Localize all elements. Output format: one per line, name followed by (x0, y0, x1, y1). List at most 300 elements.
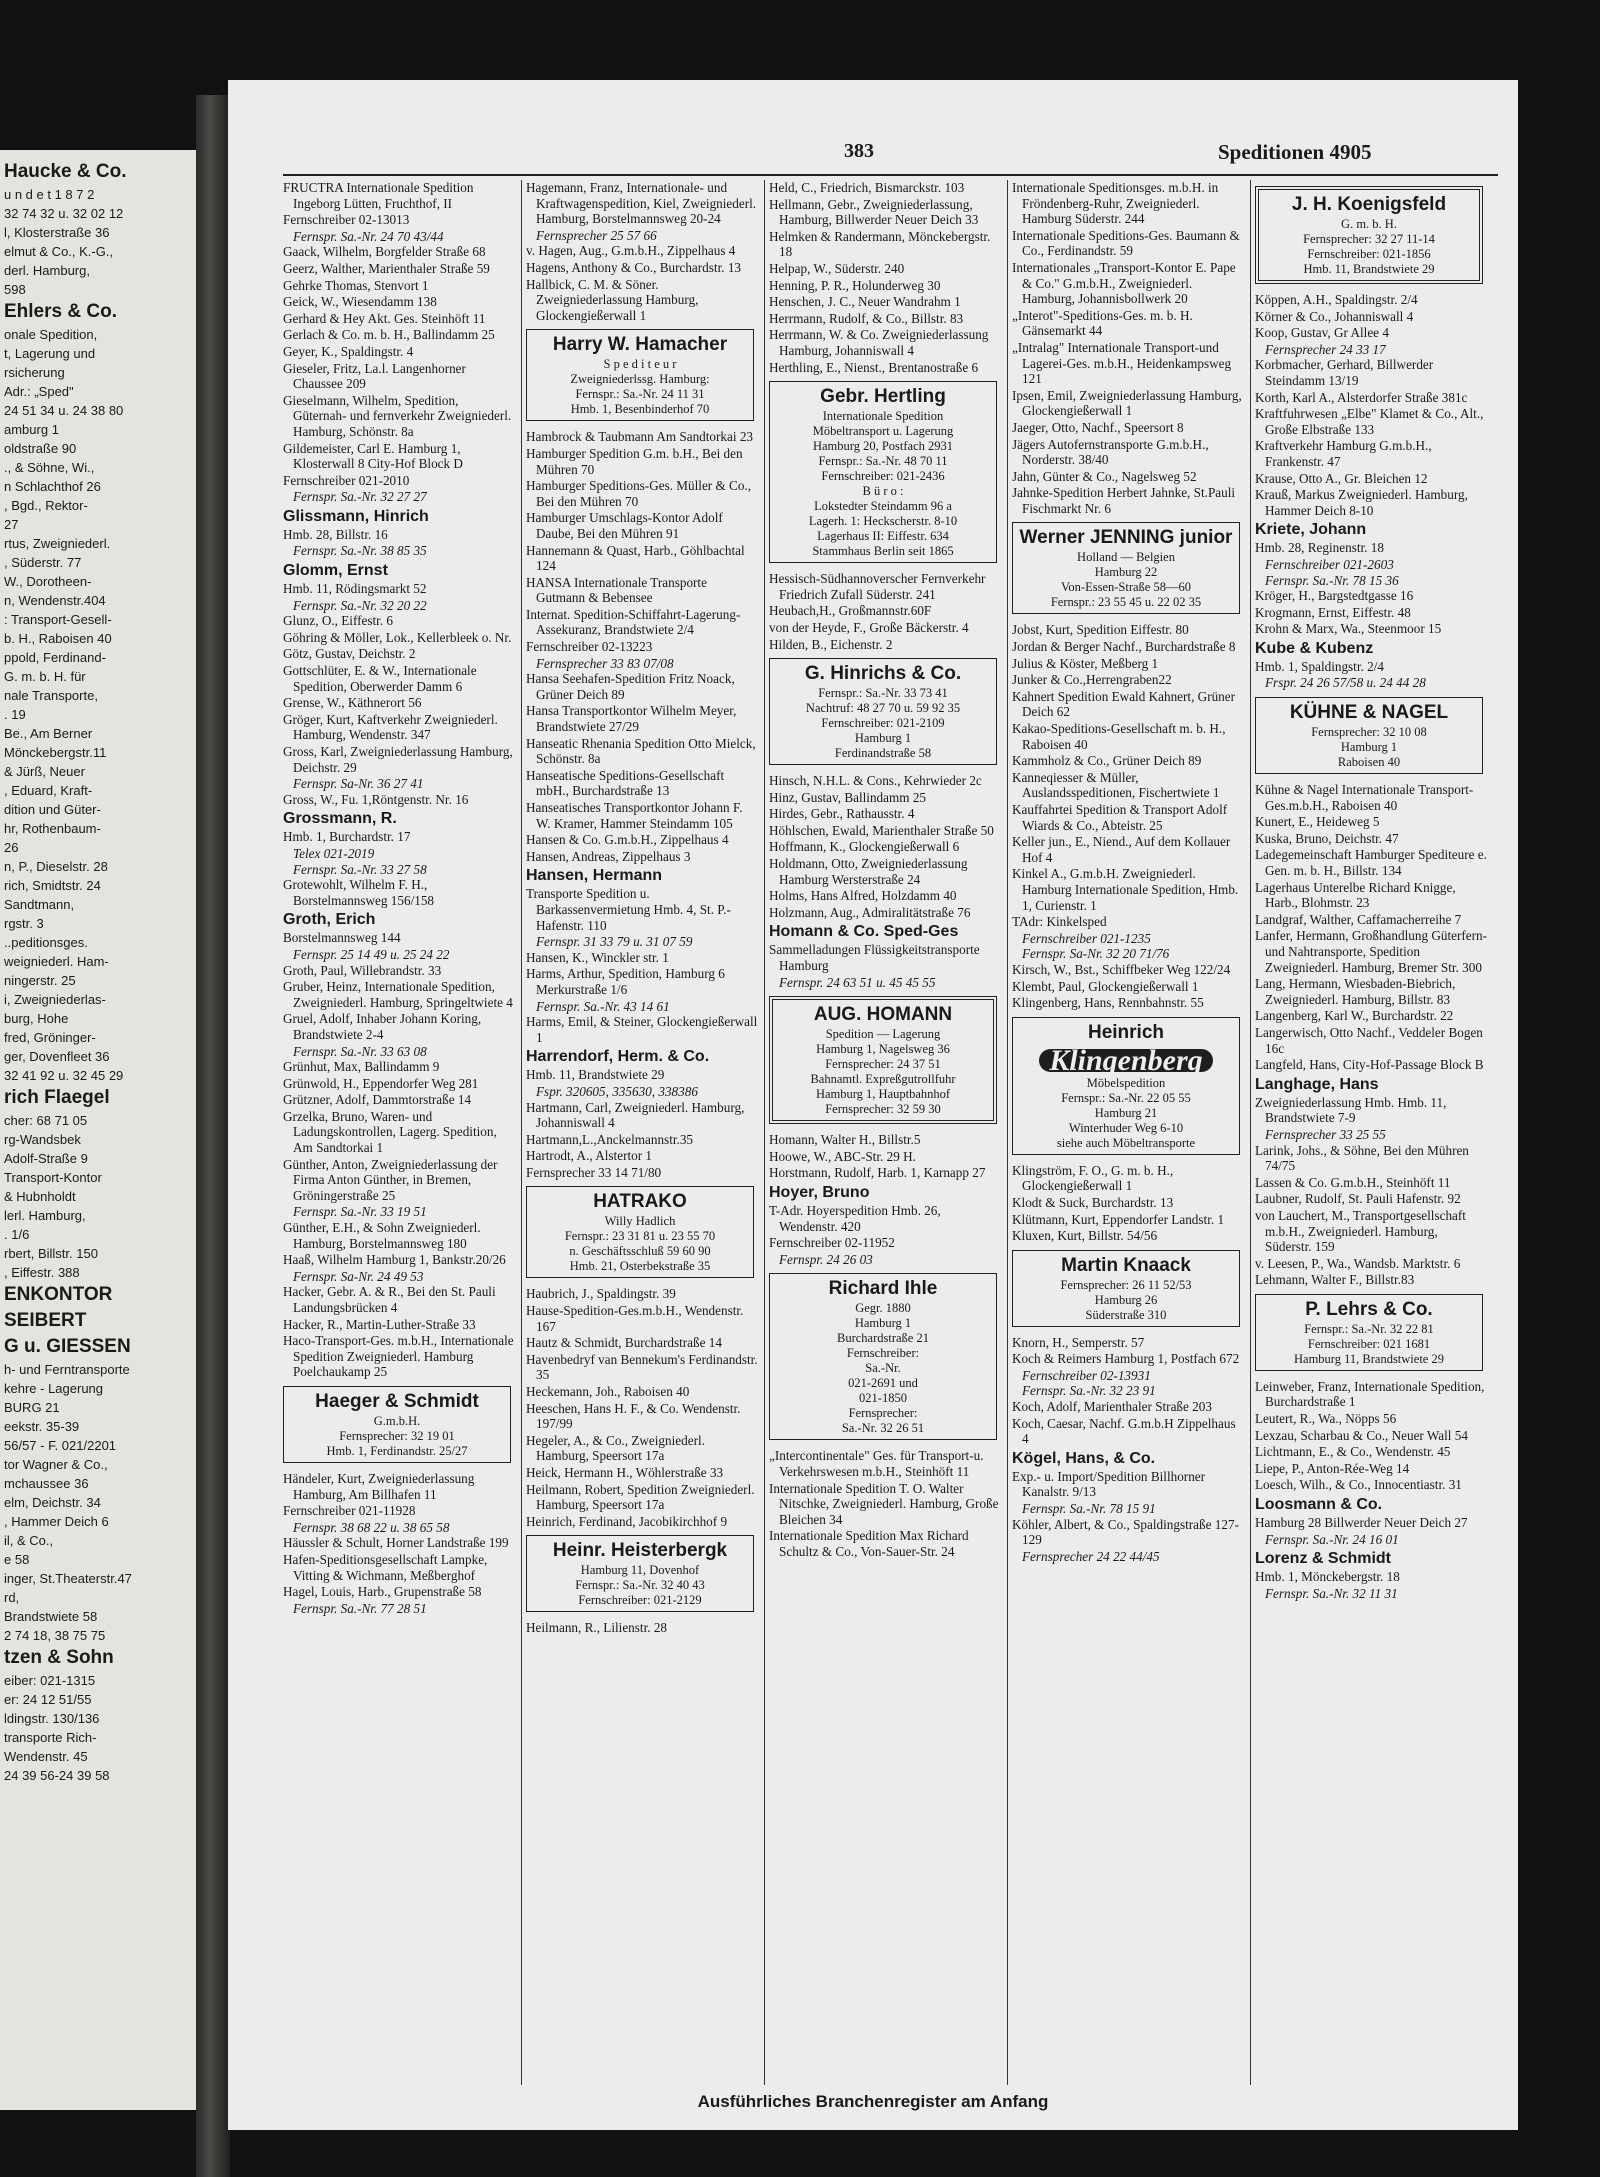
company-entry: Gaack, Wilhelm, Borgfelder Straße 68 (283, 244, 486, 260)
column-divider (764, 180, 765, 2085)
company-entry: „Interot"-Speditions-Ges. m. b. H. Gänsemarkt 44 (1012, 307, 1193, 339)
left-page-text: rg-Wandsbek (4, 1132, 81, 1147)
advert-line: Hamburg 1 (854, 731, 912, 746)
company-entry: Internationale Speditionsges. m.b.H. in Fröndenberg-Ruhr, Zweigniederl. Hamburg Süderstr. 244 (1012, 180, 1219, 227)
left-page-text: 32 41 92 u. 32 45 29 (4, 1068, 124, 1083)
company-entry: Sammelladungen Flüssigkeitstransporte Hamburg (769, 942, 980, 974)
company-entry: Haaß, Wilhelm Hamburg 1, Bankstr.20/26 (283, 1252, 506, 1268)
company-entry: Krogmann, Ernst, Eiffestr. 48 (1255, 604, 1411, 620)
column-divider (1250, 180, 1251, 2085)
company-heading: Lorenz & Schmidt (1255, 1550, 1392, 1568)
left-page-text: n, Wendenstr.404 (4, 593, 106, 608)
advert-box-haeger (283, 1386, 511, 1463)
advert-line: Fernspr.: Sa.-Nr. 22 05 55 (1061, 1090, 1191, 1105)
left-page-text: 24 51 34 u. 24 38 80 (4, 403, 124, 418)
company-entry: Hinz, Gustav, Ballindamm 25 (769, 789, 927, 805)
left-page-text: ., & Söhne, Wi., (4, 460, 95, 475)
phone-line: Fernspr. Sa.-Nr. 77 28 51 (293, 1600, 427, 1616)
company-entry: Hacker, R., Martin-Luther-Straße 33 (283, 1316, 476, 1332)
company-entry: Hagel, Louis, Harb., Grupenstraße 58 (283, 1584, 482, 1600)
advert-title: HATRAKO (593, 1191, 687, 1213)
column-divider (1007, 180, 1008, 2085)
company-heading: Langhage, Hans (1255, 1075, 1379, 1093)
company-entry: Borstelmannsweg 144 (283, 930, 401, 946)
company-entry: Hansen, Andreas, Zippelhaus 3 (526, 848, 691, 864)
left-page-text: Brandstwiete 58 (4, 1609, 98, 1624)
advert-line: Von-Essen-Straße 58—60 (1061, 580, 1191, 595)
advert-line: Fernspr.: Sa.-Nr. 33 73 41 (818, 686, 948, 701)
company-entry: Glunz, O., Eiffestr. 6 (283, 613, 394, 629)
listing-column-3 (769, 180, 1001, 2085)
advert-line: Lagerh. 1: Heckscherstr. 8-10 (808, 514, 958, 529)
left-page-text: . 1/6 (4, 1227, 30, 1242)
company-entry: Heilmann, Robert, Spedition Zweigniederl. Hamburg, Speersort 17a (526, 1481, 755, 1513)
advert-line: Ferdinandstraße 58 (834, 746, 932, 761)
left-page-text: 27 (4, 517, 19, 532)
page-number: 383 (844, 140, 874, 162)
advert-title: KÜHNE & NAGEL (1289, 702, 1449, 724)
left-page-text: 26 (4, 840, 19, 855)
advert-line: Fernsprecher: 32 19 01 (339, 1428, 455, 1443)
left-page-text: , Eiffestr. 388 (4, 1265, 80, 1280)
advert-line: 021-2691 und (848, 1376, 918, 1391)
company-entry: Lanfer, Hermann, Großhandlung Güterfern- und Nahtransporte, Spedition Zweigniederl. Hamburg, Bremer Str. 300 (1255, 928, 1487, 975)
phone-line: Fernspr. Sa.-Nr. 32 11 31 (1265, 1585, 1398, 1601)
advert-box-hertling (769, 381, 997, 563)
phone-line: Telex 021-2019 (293, 845, 375, 861)
company-entry: Koch, Adolf, Marienthaler Straße 203 (1012, 1399, 1212, 1415)
left-page-text: hr, Rothenbaum- (4, 821, 101, 836)
company-entry: Klembt, Paul, Glockengießerwall 1 (1012, 978, 1199, 994)
company-entry: Ladegemeinschaft Hamburger Spediteure e. Gen. m. b. H., Billstr. 134 (1255, 847, 1487, 879)
advert-box-klingenberg (1012, 1017, 1240, 1155)
advert-line: Sa.-Nr. (865, 1361, 901, 1376)
left-page-text: BURG 21 (4, 1400, 60, 1415)
company-entry: Hoffmann, K., Glockengießerwall 6 (769, 839, 960, 855)
advert-title: P. Lehrs & Co. (1305, 1298, 1433, 1320)
company-entry: Larink, Johs., & Söhne, Bei den Mühren 74/75 (1255, 1142, 1469, 1174)
left-page-text: rsicherung (4, 365, 65, 380)
advert-line: Fernschreiber: 021-2109 (821, 716, 945, 731)
company-entry: Hansen, K., Winckler str. 1 (526, 949, 669, 965)
page-title: Speditionen 4905 (1218, 140, 1372, 164)
advert-line: Fernspr.: Sa.-Nr. 32 40 43 (575, 1578, 705, 1593)
left-page-text: n, P., Dieselstr. 28 (4, 859, 108, 874)
advert-box-koenigsfeld (1255, 186, 1483, 284)
company-entry: Krauß, Markus Zweigniederl. Hamburg, Hammer Deich 8-10 (1255, 487, 1468, 518)
left-page-fragment (0, 150, 196, 2110)
left-page-text: rich Flaegel (4, 1087, 110, 1108)
company-entry: Grzelka, Bruno, Waren- und Ladungskontrollen, Lagerg. Spedition, Am Sandtorkai 1 (283, 1108, 497, 1156)
advert-line: Fernsprecher: 32 59 30 (825, 1102, 941, 1117)
left-page-text: Be., Am Berner (4, 726, 93, 741)
company-entry: Lichtmann, E., & Co., Wendenstr. 45 (1255, 1444, 1451, 1460)
advert-line: Fernsprecher: 32 27 11-14 (1303, 232, 1435, 246)
phone-line: Fernsprecher 33 25 55 (1265, 1126, 1386, 1142)
company-entry: Heilmann, R., Lilienstr. 28 (526, 1620, 668, 1636)
company-heading: Kube & Kubenz (1255, 639, 1374, 657)
company-entry: Gieseler, Fritz, La.l. Langenhorner Chaussee 209 (283, 360, 466, 392)
advert-line: Hamburg 26 (1094, 1292, 1158, 1307)
company-entry: Holdmann, Otto, Zweigniederlassung Hamburg Wersterstraße 24 (769, 856, 968, 887)
company-entry: Lexzau, Scharbau & Co., Neuer Wall 54 (1255, 1427, 1468, 1443)
left-page-text: rtus, Zweigniederl. (4, 536, 111, 551)
advert-title: Gebr. Hertling (820, 386, 946, 408)
left-page-text: dition und Güter- (4, 802, 101, 817)
left-page-text: b. H., Raboisen 40 (4, 631, 112, 646)
advert-line: Fernschreiber: 021-1856 (1307, 247, 1431, 261)
company-entry: Internationale Spedition T. O. Walter Nitschke, Zweigniederl. Hamburg, Große Bleichen 34 (769, 1480, 999, 1527)
company-entry: Köppen, A.H., Spaldingstr. 2/4 (1255, 292, 1418, 307)
left-page-text: rbert, Billstr. 150 (4, 1246, 98, 1261)
left-page-text: lerl. Hamburg, (4, 1208, 86, 1223)
left-page-text: ppold, Ferdinand- (4, 650, 106, 665)
company-entry: Kuska, Bruno, Deichstr. 47 (1255, 830, 1399, 846)
phone-line: Fernspr. Sa.-Nr. 32 27 27 (293, 489, 427, 505)
left-page-text: G. m. b. H. für (4, 669, 86, 684)
company-entry: Groth, Paul, Willebrandstr. 33 (283, 962, 442, 978)
company-entry: Hoowe, W., ABC-Str. 29 H. (769, 1148, 916, 1164)
company-entry: Hilden, B., Eichenstr. 2 (769, 636, 893, 652)
left-page-text: ENKONTOR (4, 1284, 113, 1305)
left-page-text: 56/57 - F. 021/2201 (4, 1438, 117, 1453)
company-entry: Hamburger Umschlags-Kontor Adolf Daube, Bei den Mühren 91 (526, 510, 723, 541)
advert-title: AUG. HOMANN (813, 1004, 953, 1026)
advert-line: Holland — Belgien (1077, 550, 1175, 565)
left-page-text: tzen & Sohn (4, 1647, 114, 1668)
left-page-text: . 19 (4, 707, 26, 722)
listing-column-2 (526, 180, 758, 2085)
company-entry: von der Heyde, F., Große Bäckerstr. 4 (769, 619, 969, 635)
advert-line: 021-1850 (859, 1391, 907, 1406)
advert-line: Süderstraße 310 (1085, 1307, 1167, 1322)
company-entry: Hamburger Speditions-Ges. Müller & Co., Bei den Mühren 70 (526, 478, 752, 509)
left-page-text: Haucke & Co. (4, 161, 127, 182)
left-page-text: onale Spedition, (4, 327, 98, 342)
left-page-text: inger, St.Theaterstr.47 (4, 1571, 132, 1586)
company-entry: Fernschreiber 02-13223 (526, 639, 653, 655)
advert-line: Hamburg 22 (1094, 565, 1158, 580)
left-page-text: Mönckebergstr.11 (4, 745, 107, 760)
company-entry: Grense, W., Käthnerort 56 (283, 695, 422, 711)
company-entry: Internationale Speditions-Ges. Baumann & Co., Ferdinandstr. 59 (1012, 227, 1240, 259)
advert-line: Hamburg 21 (1094, 1105, 1158, 1120)
phone-line: Fernspr. 31 33 79 u. 31 07 59 (536, 934, 693, 950)
advert-title: Harry W. Hamacher (552, 334, 728, 356)
company-entry: Kühne & Nagel Internationale Transport-Ges.m.b.H., Raboisen 40 (1255, 782, 1474, 813)
advert-line: Willy Hadlich (604, 1214, 676, 1229)
company-entry: Herrmann, Rudolf, & Co., Billstr. 83 (769, 310, 964, 326)
company-entry: Fernschreiber 021-11928 (283, 1503, 416, 1519)
left-page-text: rd, (4, 1590, 20, 1605)
phone-line: Fernspr. 24 26 03 (779, 1251, 873, 1267)
left-page-text: mchaussee 36 (4, 1476, 89, 1491)
phone-line: Frspr. 24 26 57/58 u. 24 44 28 (1265, 675, 1426, 691)
advert-line: Fernschreiber: (846, 1346, 920, 1361)
directory-page (228, 80, 1518, 2130)
left-page-text: n Schlachthof 26 (4, 479, 101, 494)
advert-line: Möbelspedition (1086, 1075, 1166, 1090)
company-entry: Hartrodt, A., Alstertor 1 (526, 1148, 652, 1164)
phone-line: Fernspr. Sa.-Nr. 32 20 22 (293, 597, 427, 613)
advert-line: Fernspr.: 23 55 45 u. 22 02 35 (1050, 595, 1202, 610)
company-entry: Leinweber, Franz, Internationale Spedition, Burchardstraße 1 (1255, 1378, 1485, 1410)
phone-line: Fernspr. Sa.-Nr. 78 15 36 (1265, 572, 1399, 588)
advert-line: Lagerhaus II: Eiffestr. 634 (817, 529, 949, 544)
company-entry: Hafen-Speditionsgesellschaft Lampke, Vitting & Wichmann, Meßberghof (283, 1551, 488, 1583)
company-entry: Klingström, F. O., G. m. b. H., Glockengießerwall 1 (1012, 1162, 1174, 1194)
company-entry: Ipsen, Emil, Zweigniederlassung Hamburg, Glockengießerwall 1 (1012, 387, 1242, 419)
company-entry: Hambrock & Taubmann Am Sandtorkai 23 (526, 429, 754, 445)
company-entry: Günther, Anton, Zweigniederlassung der Firma Anton Günther, in Bremen, Gröningerstraße 25 (283, 1156, 498, 1203)
company-entry: Herthling, E., Nienst., Brentanostraße 6 (769, 359, 979, 375)
advert-line: Hamburg 1 (854, 1316, 912, 1331)
company-entry: Göhring & Möller, Lok., Kellerbleek o. Nr. (283, 629, 512, 645)
company-heading: Hansen, Hermann (526, 867, 663, 885)
company-entry: Hagemann, Franz, Internationale- und Kraftwagenspedition, Kiel, Zweigniederl. Hamburg, Borstelmannsweg 20-24 (526, 180, 757, 227)
company-entry: Köhler, Albert, & Co., Spaldingstraße 127-129 (1012, 1516, 1239, 1548)
company-entry: Kunert, E., Heideweg 5 (1255, 814, 1380, 830)
company-heading: Loosmann & Co. (1255, 1496, 1383, 1514)
company-entry: Hansen & Co. G.m.b.H., Zippelhaus 4 (526, 832, 729, 848)
advert-box-hatrako (526, 1186, 754, 1278)
company-entry: Hautz & Schmidt, Burchardstraße 14 (526, 1335, 722, 1351)
phone-line: Fernsprecher 25 57 66 (536, 227, 657, 243)
company-heading: Harrendorf, Herm. & Co. (526, 1048, 710, 1066)
advert-box-homann (769, 996, 997, 1124)
company-entry: Hansa Seehafen-Spedition Fritz Noack, Grüner Deich 89 (526, 671, 735, 702)
company-entry: Langfeld, Hans, City-Hof-Passage Block B (1255, 1057, 1484, 1073)
left-page-text: Transport-Kontor (4, 1170, 102, 1185)
phone-line: Fernspr. Sa-Nr. 32 20 71/76 (1022, 946, 1170, 962)
phone-line: Fernspr. Sa.-Nr. 32 23 91 (1022, 1383, 1156, 1399)
advert-line: Fernspr.: Sa.-Nr. 48 70 11 (818, 454, 948, 469)
company-entry: Leutert, R., Wa., Nöpps 56 (1255, 1411, 1397, 1427)
company-entry: Henning, P. R., Holunderweg 30 (769, 277, 941, 293)
left-page-text: il, & Co., (4, 1533, 54, 1548)
advert-line: Fernschreiber: 021-2436 (821, 469, 945, 484)
advert-line: Winterhuder Weg 6-10 (1068, 1120, 1184, 1135)
company-entry: Fernschreiber 02-13013 (283, 212, 410, 228)
company-entry: Keller jun., E., Niend., Auf dem Kollauer Hof 4 (1012, 834, 1231, 865)
company-heading: Glissmann, Hinrich (283, 507, 429, 525)
company-entry: von Lauchert, M., Transportgesellschaft m.b.H., Zweigniederl. Hamburg, Süderstr. 159 (1255, 1207, 1466, 1255)
advert-box-hinrichs (769, 658, 997, 765)
advert-box-heisterbergk (526, 1535, 754, 1612)
company-entry: Geyer, K., Spaldingstr. 4 (283, 343, 414, 359)
left-page-text: , Eduard, Kraft- (4, 783, 93, 798)
advert-line: siehe auch Möbeltransporte (1056, 1135, 1196, 1150)
left-page-text: 24 39 56-24 39 58 (4, 1768, 110, 1783)
left-page-text: rich, Smidtstr. 24 (4, 878, 101, 893)
left-page-text: Adolf-Straße 9 (4, 1151, 88, 1166)
advert-line: Hmb. 1, Besenbinderhof 70 (570, 402, 710, 417)
left-page-text: Sandtmann, (4, 897, 75, 912)
advert-line: Hmb. 1, Ferdinandstr. 25/27 (326, 1443, 468, 1458)
company-entry: Kammholz & Co., Grüner Deich 89 (1012, 753, 1202, 769)
advert-line: Fernspr.: Sa.-Nr. 24 11 31 (575, 387, 705, 402)
left-page-text: elm, Deichstr. 34 (4, 1495, 101, 1510)
phone-line: Fernspr. Sa.-Nr. 33 19 51 (293, 1204, 427, 1220)
company-entry: Korbmacher, Gerhard, Billwerder Steindamm 13/19 (1255, 357, 1434, 388)
advert-line: G.m.b.H. (373, 1413, 421, 1428)
advert-line: Burchardstraße 21 (837, 1331, 929, 1346)
company-entry: Heckemann, Joh., Raboisen 40 (526, 1384, 690, 1400)
company-entry: Langerwisch, Otto Nachf., Veddeler Bogen 16c (1255, 1024, 1483, 1056)
advert-line: Fernschreiber: 021 1681 (1307, 1336, 1431, 1351)
company-entry: Lassen & Co. G.m.b.H., Steinhöft 11 (1255, 1174, 1451, 1190)
left-page-text: weigniederl. Ham- (4, 954, 109, 969)
phone-line: Fernschreiber 021-1235 (1022, 930, 1151, 946)
left-page-text: 598 (4, 282, 26, 297)
advert-line: Raboisen 40 (1337, 755, 1401, 770)
left-page-text: ningerstr. 25 (4, 973, 76, 988)
left-page-text: h- und Ferntransporte (4, 1362, 130, 1377)
left-page-text: & Hubnholdt (4, 1189, 76, 1204)
header-rule (283, 174, 1498, 176)
company-entry: Gross, Karl, Zweigniederlassung Hamburg, Deichstr. 29 (283, 744, 513, 775)
listing-column-1 (283, 180, 515, 2085)
advert-line: Hamburg 1 (1340, 740, 1398, 755)
company-entry: Kluxen, Kurt, Billstr. 54/56 (1012, 1228, 1158, 1244)
company-entry: Heick, Hermann H., Wöhlerstraße 33 (526, 1465, 724, 1480)
company-entry: Hanseatic Rhenania Spedition Otto Mielck, Schönstr. 8a (526, 735, 756, 767)
company-entry: Heubach,H., Großmannstr.60F (769, 603, 932, 619)
company-entry: Kraftverkehr Hamburg G.m.b.H., Frankenstr. 47 (1255, 438, 1432, 469)
left-page-text: ldingstr. 130/136 (4, 1711, 100, 1726)
company-entry: Hannemann & Quast, Harb., Göhlbachtal 124 (526, 542, 745, 574)
phone-line: Fernspr. Sa-Nr. 36 27 41 (293, 776, 424, 792)
company-entry: Geick, W., Wiesendamm 138 (283, 294, 437, 310)
company-entry: Grotewohlt, Wilhelm F. H., Borstelmannsweg 156/158 (283, 877, 435, 908)
left-page-text: Wendenstr. 45 (4, 1749, 88, 1764)
company-entry: Hmb. 28, Billstr. 16 (283, 526, 388, 542)
left-page-text: eiber: 021-1315 (4, 1673, 96, 1688)
advert-line: n. Geschäftsschluß 59 60 90 (569, 1244, 711, 1259)
company-entry: Jaeger, Otto, Nachf., Speersort 8 (1012, 419, 1184, 435)
company-entry: Held, C., Friedrich, Bismarckstr. 103 (769, 180, 965, 195)
advert-line: Hamburg 20, Postfach 2931 (812, 439, 954, 454)
left-page-text: derl. Hamburg, (4, 263, 90, 278)
company-entry: Harms, Emil, & Steiner, Glockengießerwall 1 (526, 1014, 758, 1045)
left-page-text: nale Transporte, (4, 688, 98, 703)
advert-title: J. H. Koenigsfeld (1291, 194, 1447, 215)
listing-column-4 (1012, 180, 1244, 2085)
company-entry: Loesch, Wilh., & Co., Innocentiastr. 31 (1255, 1477, 1462, 1493)
company-entry: Gross, W., Fu. 1,Röntgenstr. Nr. 16 (283, 791, 469, 807)
company-entry: v. Hagen, Aug., G.m.b.H., Zippelhaus 4 (526, 243, 736, 259)
advert-box-ihle (769, 1273, 997, 1440)
company-entry: Gruber, Heinz, Internationale Spedition, Zweigniederl. Hamburg, Springeltwiete 4 (283, 979, 513, 1010)
company-heading: Homann & Co. Sped-Ges (769, 923, 959, 941)
company-entry: Korth, Karl A., Alsterdorfer Straße 381c (1255, 389, 1468, 405)
company-entry: Homann, Walter H., Billstr.5 (769, 1132, 921, 1148)
company-entry: Hellmann, Gebr., Zweigniederlassung, Hamburg, Billwerder Neuer Deich 33 (769, 196, 979, 228)
company-entry: Hessisch-Südhannoverscher Fernverkehr Friedrich Zufall Süderstr. 241 (769, 571, 986, 602)
company-entry: Hause-Spedition-Ges.m.b.H., Wendenstr. 167 (526, 1303, 744, 1334)
advert-line: Gegr. 1880 (855, 1301, 911, 1316)
advert-line: Internationale Spedition (822, 409, 944, 424)
company-entry: Internationales „Transport-Kontor E. Pape & Co." G.m.b.H., Zweigniederl. Hamburg, Johannisbollwerk 20 (1012, 259, 1236, 307)
company-entry: Lang, Hermann, Wiesbaden-Biebrich, Zweigniederl. Hamburg, Billstr. 83 (1255, 976, 1456, 1007)
left-page-text: l, Klosterstraße 36 (4, 225, 110, 240)
company-entry: Knorn, H., Semperstr. 57 (1012, 1334, 1145, 1350)
phone-line: Fernspr. 38 68 22 u. 38 65 58 (293, 1519, 450, 1535)
company-entry: Götz, Gustav, Deichstr. 2 (283, 646, 416, 662)
left-page-text: transporte Rich- (4, 1730, 97, 1745)
left-page-text: cher: 68 71 05 (4, 1113, 88, 1128)
company-entry: Hmb. 1, Spaldingstr. 2/4 (1255, 658, 1384, 674)
advert-title: G. Hinrichs & Co. (804, 663, 962, 685)
company-entry: Grützner, Adolf, Dammtorstraße 14 (283, 1092, 472, 1108)
company-entry: Gildemeister, Carl E. Hamburg 1, Klosterwall 8 City-Hof Block D (283, 440, 463, 472)
company-entry: „Intralag" Internationale Transport-und Lagerei-Ges. m.b.H., Heidenkampsweg 121 (1012, 339, 1232, 387)
advert-line: Bahnamtl. Expreßgutrollfuhr (810, 1072, 956, 1087)
left-page-text: Ehlers & Co. (4, 301, 117, 322)
advert-line: Hmb. 11, Brandstwiete 29 (1303, 262, 1435, 276)
company-entry: Holms, Hans Alfred, Holzdamm 40 (769, 888, 957, 904)
company-entry: Grünhut, Max, Ballindamm 9 (283, 1059, 440, 1075)
company-entry: Jobst, Kurt, Spedition Eiffestr. 80 (1012, 622, 1189, 638)
advert-line: Lokstedter Steindamm 96 a (814, 499, 952, 514)
company-entry: Händeler, Kurt, Zweigniederlassung Hamburg, Am Billhafen 11 (283, 1470, 475, 1502)
left-page-text: t, Lagerung und (4, 346, 96, 361)
advert-line: Spedition — Lagerung (825, 1027, 941, 1042)
company-entry: Hmb. 1, Mönckebergstr. 18 (1255, 1569, 1400, 1585)
listing-column-5 (1255, 180, 1487, 2085)
company-entry: Körner & Co., Johanniswall 4 (1255, 308, 1414, 324)
left-page-text: : Transport-Gesell- (4, 612, 112, 627)
company-entry: FRUCTRA Internationale Spedition Ingeborg Lütten, Fruchthof, II (283, 180, 474, 211)
phone-line: Fernsprecher 33 83 07/08 (536, 655, 674, 671)
company-entry: Fernsprecher 33 14 71/80 (526, 1164, 662, 1180)
company-entry: Hansa Transportkontor Wilhelm Meyer, Brandstwiete 27/29 (526, 703, 737, 735)
advert-line: Hmb. 21, Osterbekstraße 35 (569, 1259, 711, 1274)
left-page-text: oldstraße 90 (4, 441, 77, 456)
company-entry: Langenberg, Karl W., Burchardstr. 22 (1255, 1008, 1454, 1024)
phone-line: Fernspr. Sa.-Nr. 38 85 35 (293, 543, 427, 559)
company-entry: Haco-Transport-Ges. m.b.H., Internationale Spedition Zweigniederl. Hamburg Poelchaukamp 25 (283, 1333, 514, 1380)
company-heading: Grossmann, R. (283, 810, 397, 828)
phone-line: Fernspr. Sa.-Nr. 33 27 58 (293, 861, 427, 877)
company-entry: Gerhard & Hey Akt. Ges. Steinhöft 11 (283, 310, 486, 326)
company-entry: Hartmann, Carl, Zweigniederl. Hamburg, Johanniswall 4 (526, 1099, 745, 1131)
advert-line: Stammhaus Berlin seit 1865 (812, 544, 954, 559)
company-entry: Kirsch, W., Bst., Schiffbeker Weg 122/24 (1012, 961, 1231, 977)
advert-box-jenning (1012, 522, 1240, 614)
left-page-text: W., Dorotheen- (4, 574, 92, 589)
phone-line: Fernspr. Sa.-Nr. 78 15 91 (1022, 1501, 1156, 1517)
advert-title: Heinrich (1087, 1021, 1165, 1043)
company-entry: Hallbick, C. M. & Söner. Zweigniederlassung Hamburg, Glockengießerwall 1 (526, 276, 699, 323)
company-entry: Heinrich, Ferdinand, Jacobikirchhof 9 (526, 1513, 728, 1529)
advert-line: Nachtruf: 48 27 70 u. 59 92 35 (805, 701, 961, 716)
company-entry: Transporte Spedition u. Barkassenvermietung Hmb. 4, St. P.-Hafenstr. 110 (526, 886, 731, 933)
company-entry: Gehrke Thomas, Stenvort 1 (283, 277, 429, 293)
advert-line: Hamburg 11, Brandstwiete 29 (1294, 1351, 1444, 1366)
company-entry: Hagens, Anthony & Co., Burchardstr. 13 (526, 259, 742, 275)
company-entry: Hmb. 11, Rödingsmarkt 52 (283, 581, 427, 597)
company-entry: Hmb. 1, Burchardstr. 17 (283, 829, 411, 845)
book-spine (196, 95, 230, 2177)
company-entry: Kauffahrtei Spedition & Transport Adolf Wiards & Co., Abteistr. 25 (1012, 802, 1228, 833)
company-entry: TAdr: Kinkelsped (1012, 914, 1107, 930)
company-entry: „Intercontinentale" Ges. für Transport-u. Verkehrswesen m.b.H., Steinhöft 11 (769, 1448, 984, 1479)
phone-line: Fernsprecher 24 33 17 (1265, 341, 1386, 357)
company-entry: Krohn & Marx, Wa., Steenmoor 15 (1255, 621, 1442, 637)
company-entry: Liepe, P., Anton-Rée-Weg 14 (1255, 1460, 1410, 1476)
footer-note: Ausführliches Branchenregister am Anfang (697, 2092, 1049, 2111)
